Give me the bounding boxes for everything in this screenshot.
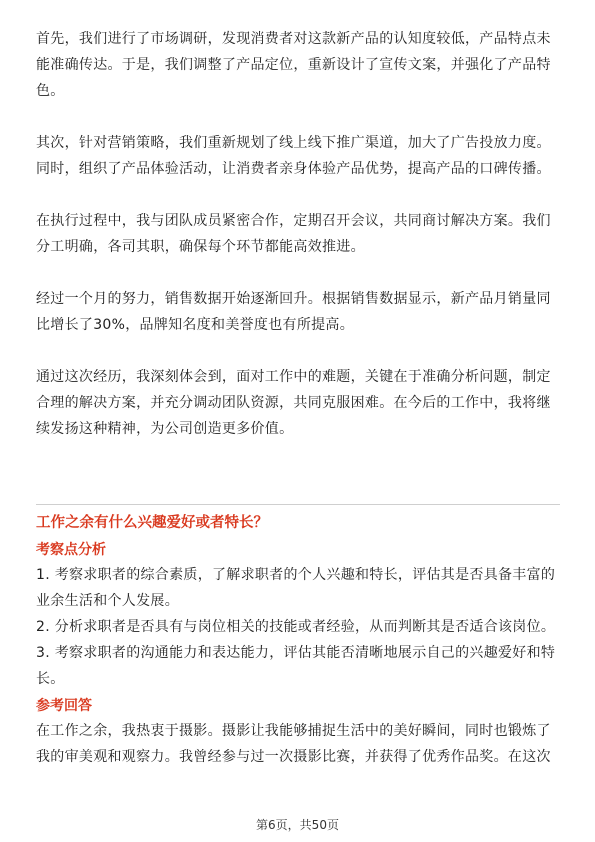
page-number: 第6页，共50页 [256, 818, 339, 832]
analysis-item-3: 3. 考察求职者的沟通能力和表达能力，评估其能否清晰地展示自己的兴趣爱好和特长。 [36, 645, 556, 687]
paragraph-1: 首先，我们进行了市场调研，发现消费者对这款新产品的认知度较低，产品特点未能准确传达。于是，我们调整了产品定位，重新设计了宣传文案，并强化了产品特色。 [36, 31, 551, 99]
analysis-item-1: 1. 考察求职者的综合素质，了解求职者的个人兴趣和特长，评估其是否具备丰富的业余生活和个人发展。 [36, 567, 556, 609]
section-divider [36, 504, 560, 505]
paragraph-2: 其次，针对营销策略，我们重新规划了线上线下推广渠道，加大了广告投放力度。同时，组织了产品体验活动，让消费者亲身体验产品优势，提高产品的口碑传播。 [36, 135, 551, 177]
question-title: 工作之余有什么兴趣爱好或者特长？ [36, 515, 268, 531]
paragraph-5: 通过这次经历，我深刻体会到，面对工作中的难题，关键在于准确分析问题，制定合理的解决方案，并充分调动团队资源，共同克服困难。在今后的工作中，我将继续发扬这种精神，为公司创造更多价值。 [36, 369, 551, 437]
analysis-item-2: 2. 分析求职者是否具有与岗位相关的技能或者经验，从而判断其是否适合该岗位。 [36, 619, 556, 635]
analysis-heading: 考察点分析 [36, 542, 106, 558]
answer-text: 在工作之余，我热衷于摄影。摄影让我能够捕捉生活中的美好瞬间，同时也锻炼了我的审美观和观察力。我曾经参与过一次摄影比赛，并获得了优秀作品奖。在这次 [36, 723, 551, 765]
paragraph-4: 经过一个月的努力，销售数据开始逐渐回升。根据销售数据显示，新产品月销量同比增长了30%，品牌知名度和美誉度也有所提高。 [36, 291, 551, 333]
qa-section [36, 510, 560, 770]
paragraph-3: 在执行过程中，我与团队成员紧密合作，定期召开会议，共同商讨解决方案。我们分工明确，各司其职，确保每个环节都能高效推进。 [36, 213, 551, 255]
body-text [36, 26, 560, 442]
answer-heading: 参考回答 [36, 698, 92, 714]
